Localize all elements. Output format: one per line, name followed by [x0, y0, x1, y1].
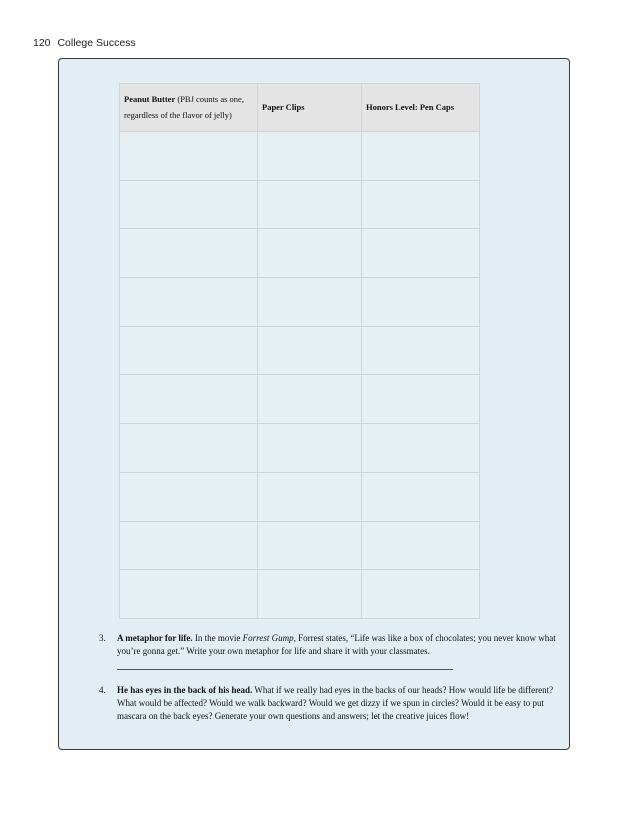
running-header — [33, 37, 136, 49]
table-cell[interactable] — [120, 570, 258, 619]
question-list — [99, 632, 569, 737]
table-cell[interactable] — [258, 326, 362, 375]
table-cell[interactable] — [258, 229, 362, 278]
table-cell[interactable] — [120, 180, 258, 229]
table-cell[interactable] — [258, 570, 362, 619]
answer-line[interactable] — [117, 669, 453, 670]
table-cell[interactable] — [362, 132, 480, 181]
table-cell[interactable] — [120, 424, 258, 473]
book-title: College Success — [57, 37, 136, 49]
table-row — [120, 570, 480, 619]
table-cell[interactable] — [120, 375, 258, 424]
table-row — [120, 472, 480, 521]
movie-title: Forrest Gump — [242, 633, 294, 643]
table-cell[interactable] — [362, 229, 480, 278]
table-row — [120, 424, 480, 473]
table-cell[interactable] — [258, 278, 362, 327]
question-title: A metaphor for life. — [117, 633, 193, 643]
question-4: 4. He has eyes in the back of his head. What if we really had eyes in the backs of our heads? How would life be different? What would be affected? Would we walk backward? Would we get dizzy if we spun in circles? Would it be easy to put mascara on the back eyes? Generate your own questions and answers; let the creative juices flow! — [99, 685, 554, 721]
table-cell[interactable] — [258, 180, 362, 229]
table-cell[interactable] — [362, 570, 480, 619]
table-cell[interactable] — [120, 326, 258, 375]
page-number: 120 — [33, 37, 51, 49]
table-cell[interactable] — [258, 424, 362, 473]
table-row — [120, 229, 480, 278]
table-cell[interactable] — [362, 521, 480, 570]
table-cell[interactable] — [362, 472, 480, 521]
table-cell[interactable] — [258, 472, 362, 521]
table-cell[interactable] — [362, 180, 480, 229]
table-cell[interactable] — [120, 229, 258, 278]
table-row — [120, 521, 480, 570]
table-row — [120, 326, 480, 375]
question-3: 3. A metaphor for life. In the movie Forrest Gump, Forrest states, “Life was like a box of chocolates; you never know what you’re gonna get.” Write your own metaphor for life and share it with your classmates. — [99, 632, 569, 670]
question-number: 3. — [99, 633, 106, 643]
table-body — [120, 132, 480, 619]
table-cell[interactable] — [362, 278, 480, 327]
table-cell[interactable] — [362, 326, 480, 375]
table-cell[interactable] — [362, 424, 480, 473]
table-cell[interactable] — [120, 278, 258, 327]
activity-box — [58, 58, 570, 750]
table-row — [120, 132, 480, 181]
table-row — [120, 375, 480, 424]
table-cell[interactable] — [258, 521, 362, 570]
table-row — [120, 180, 480, 229]
table-cell[interactable] — [120, 521, 258, 570]
column-header-pen-caps: Honors Level: Pen Caps — [362, 84, 480, 132]
column-header-paper-clips: Paper Clips — [258, 84, 362, 132]
column-header-peanut-butter: Peanut Butter (PBJ counts as one, regardless of the flavor of jelly) — [120, 84, 258, 132]
question-title: He has eyes in the back of his head. — [117, 685, 253, 695]
table-cell[interactable] — [362, 375, 480, 424]
question-number: 4. — [99, 685, 106, 695]
table-cell[interactable] — [258, 375, 362, 424]
table-row — [120, 278, 480, 327]
table-cell[interactable] — [258, 132, 362, 181]
table-cell[interactable] — [120, 472, 258, 521]
table-cell[interactable] — [120, 132, 258, 181]
tally-table — [119, 83, 480, 619]
table-header-row — [120, 84, 480, 132]
